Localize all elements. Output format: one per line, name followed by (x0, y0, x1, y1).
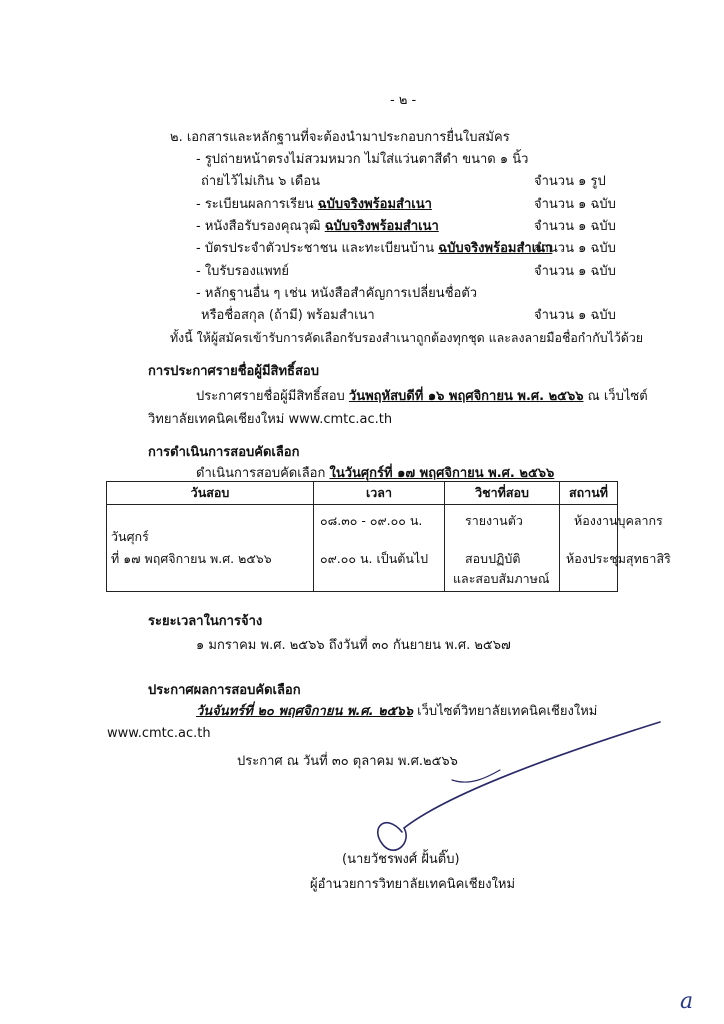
exam-day-line2: ที่ ๑๗ พฤศจิกายน พ.ศ. ๒๕๖๖ (111, 551, 272, 566)
doc-item-transcript (196, 197, 432, 213)
table-header-row (107, 482, 618, 505)
eligible-line2: วิทยาลัยเทคนิคเชียงใหม่ www.cmtc.ac.th (148, 412, 393, 427)
col-header-subject: วิชาที่สอบ (445, 482, 560, 505)
period-heading: ระยะเวลาในการจ้าง (148, 614, 263, 629)
results-line2: www.cmtc.ac.th (107, 726, 211, 741)
table-row (107, 505, 618, 592)
doc-item-idcard-qty: จำนวน ๑ ฉบับ (534, 241, 616, 256)
subject-2b: และสอบสัมภาษณ์ (453, 571, 550, 586)
eligible-line1-pre: ประกาศรายชื่อผู้มีสิทธิ์สอบ (196, 389, 349, 404)
doc-item-transcript-qty: จำนวน ๑ ฉบับ (534, 197, 616, 212)
results-line1 (196, 704, 597, 720)
doc-item-certificate (196, 219, 439, 235)
eligible-heading: การประกาศรายชื่อผู้มีสิทธิ์สอบ (148, 364, 319, 379)
cell-subject (445, 505, 560, 592)
doc-item-transcript-text: - ระเบียนผลการเรียน (196, 197, 318, 212)
cell-time (314, 505, 445, 592)
time-slot-1: ๐๘.๓๐ - ๐๙.๐๐ น. (320, 513, 423, 528)
corner-handwritten-mark: a (680, 989, 694, 1014)
doc-item-certificate-emph: ฉบับจริงพร้อมสำเนา (324, 219, 439, 234)
doc-item-photo-line2: ถ่ายไว้ไม่เกิน ๖ เดือน (201, 174, 321, 189)
place-1: ห้องงานบุคลากร (574, 513, 663, 528)
place-2: ห้องประชุมสุทธาสิริ (566, 551, 671, 566)
doc-item-medical-qty: จำนวน ๑ ฉบับ (534, 264, 616, 279)
exam-heading: การดำเนินการสอบคัดเลือก (148, 445, 300, 460)
doc-item-other: - หลักฐานอื่น ๆ เช่น หนังสือสำคัญการเปลี่ยนชื่อตัว (196, 286, 478, 301)
results-heading: ประกาศผลการสอบคัดเลือก (148, 683, 301, 698)
doc-item-idcard-text: - บัตรประจำตัวประชาชน และทะเบียนบ้าน (196, 241, 439, 256)
cell-date (107, 505, 314, 592)
doc-item-medical: - ใบรับรองแพทย์ (196, 264, 289, 279)
cell-place (560, 505, 671, 592)
doc-item-other-qty: จำนวน ๑ ฉบับ (534, 308, 616, 323)
eligible-line1 (196, 389, 648, 405)
doc-item-idcard (196, 241, 552, 257)
exam-schedule-table (106, 481, 671, 592)
col-header-date: วันสอบ (107, 482, 314, 505)
documents-heading: ๒. เอกสารและหลักฐานที่จะต้องนำมาประกอบการยื่นใบสมัคร (170, 130, 510, 145)
doc-item-photo-qty: จำนวน ๑ รูป (534, 174, 606, 189)
eligible-date: วันพฤหัสบดีที่ ๑๖ พฤศจิกายน พ.ศ. ๒๕๖๖ (348, 389, 584, 404)
subject-2a: สอบปฏิบัติ (465, 551, 521, 566)
exam-line (196, 466, 554, 482)
doc-item-idcard-emph: ฉบับจริงพร้อมสำเนา (438, 241, 553, 256)
doc-item-photo: - รูปถ่ายหน้าตรงไม่สวมหมวก ไม่ใส่แว่นตาสีดำ ขนาด ๑ นิ้ว (196, 152, 529, 167)
time-slot-2: ๐๙.๐๐ น. เป็นต้นไป (320, 551, 429, 566)
page-number: - ๒ - (390, 93, 417, 108)
doc-item-other-line2: หรือชื่อสกุล (ถ้ามี) พร้อมสำเนา (201, 308, 375, 323)
signer-name: (นายวัชรพงศ์ ฝั้นติ๊บ) (342, 852, 460, 867)
col-header-time: เวลา (314, 482, 445, 505)
signer-title: ผู้อำนวยการวิทยาลัยเทคนิคเชียงใหม่ (310, 877, 516, 892)
doc-item-transcript-emph: ฉบับจริงพร้อมสำเนา (317, 197, 432, 212)
col-header-place: สถานที่ (560, 482, 618, 505)
eligible-line1-post: ณ เว็บไซต์ (583, 389, 648, 404)
exam-date: ในวันศุกร์ที่ ๑๗ พฤศจิกายน พ.ศ. ๒๕๖๖ (329, 466, 555, 481)
results-line1-post: เว็บไซต์วิทยาลัยเทคนิคเชียงใหม่ (413, 704, 598, 719)
period-text: ๑ มกราคม พ.ศ. ๒๕๖๖ ถึงวันที่ ๓๐ กันยายน พ.ศ. ๒๕๖๗ (196, 638, 511, 653)
exam-day-line1: วันศุกร์ (111, 529, 149, 544)
results-date: วันจันทร์ที่ ๒๐ พฤศจิกายน พ.ศ. ๒๕๖๖ (196, 704, 414, 719)
documents-note: ทั้งนี้ ให้ผู้สมัครเข้ารับการคัดเลือกรับรองสำเนาถูกต้องทุกชุด และลงลายมือชื่อกำกับไว้ด้วย (170, 330, 644, 345)
announce-date: ประกาศ ณ วันที่ ๓๐ ตุลาคม พ.ศ.๒๕๖๖ (237, 754, 458, 769)
doc-item-certificate-qty: จำนวน ๑ ฉบับ (534, 219, 616, 234)
exam-line-pre: ดำเนินการสอบคัดเลือก (196, 466, 330, 481)
doc-item-certificate-text: - หนังสือรับรองคุณวุฒิ (196, 219, 325, 234)
subject-1: รายงานตัว (465, 513, 523, 528)
